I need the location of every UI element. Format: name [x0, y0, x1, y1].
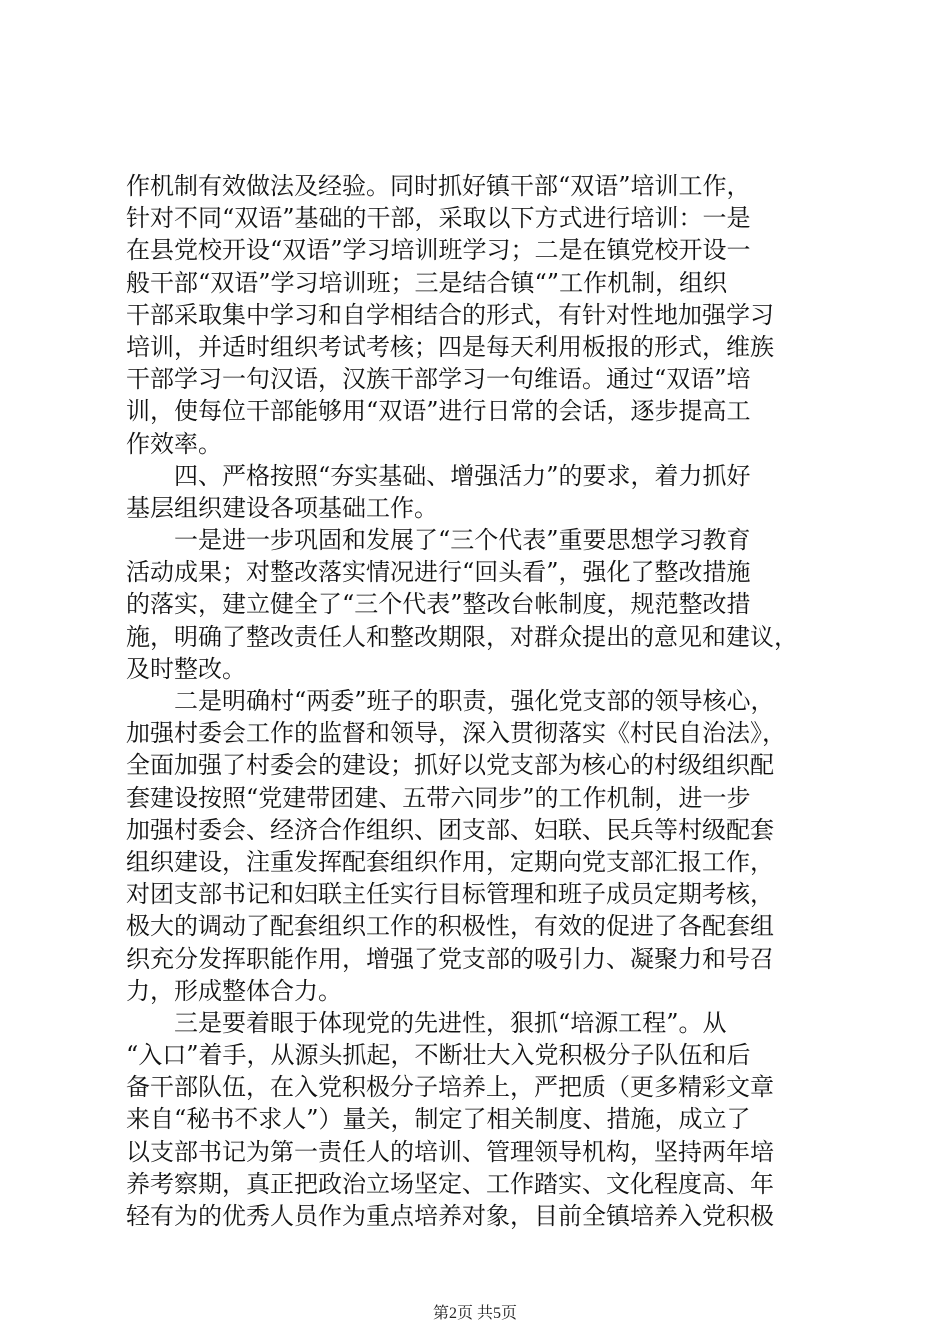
page-number: 第2页 共5页	[432, 1305, 517, 1322]
text-line: 施，明确了整改责任人和整改期限，对群众提出的意见和建议，	[126, 622, 798, 651]
text-line: 以支部书记为第一责任人的培训、管理领导机构，坚持两年培	[126, 1137, 774, 1166]
text-line: 套建设按照“党建带团建、五带六同步”的工作机制，进一步	[126, 783, 751, 812]
text-line: 培训，并适时组织考试考核；四是每天利用板报的形式，维族	[126, 332, 774, 361]
text-line: 干部学习一句汉语，汉族干部学习一句维语。通过“双语”培	[126, 365, 751, 394]
text-line: 加强村委会工作的监督和领导，深入贯彻落实《村民自治法》，	[126, 719, 786, 748]
text-line: 一是进一步巩固和发展了“三个代表”重要思想学习教育	[126, 526, 751, 555]
text-line: 及时整改。	[126, 654, 246, 683]
text-line: 在县党校开设“双语”学习培训班学习；二是在镇党校开设一	[126, 236, 751, 265]
text-line: “入口”着手，从源头抓起，不断壮大入党积极分子队伍和后	[126, 1041, 751, 1070]
text-line: 对团支部书记和妇联主任实行目标管理和班子成员定期考核，	[126, 880, 774, 909]
text-line: 四、严格按照“夯实基础、增强活力”的要求，着力抓好	[126, 461, 751, 490]
text-line: 三是要着眼于体现党的先进性，狠抓“培源工程”。从	[126, 1008, 727, 1037]
text-line: 组织建设，注重发挥配套组织作用，定期向党支部汇报工作，	[126, 847, 774, 876]
text-line: 训，使每位干部能够用“双语”进行日常的会话，逐步提高工	[126, 397, 751, 426]
text-line: 针对不同“双语”基础的干部，采取以下方式进行培训：一是	[126, 204, 751, 233]
page-footer	[0, 1304, 950, 1324]
text-line: 二是明确村“两委”班子的职责，强化党支部的领导核心，	[126, 687, 775, 715]
text-line: 力，形成整体合力。	[126, 976, 342, 1005]
text-line: 加强村委会、经济合作组织、团支部、妇联、民兵等村级配套	[126, 815, 774, 844]
text-line: 作效率。	[126, 429, 222, 458]
text-line: 织充分发挥职能作用，增强了党支部的吸引力、凝聚力和号召	[126, 944, 774, 973]
text-line: 干部采取集中学习和自学相结合的形式，有针对性地加强学习	[126, 300, 774, 329]
text-line: 的落实，建立健全了“三个代表”整改台帐制度，规范整改措	[126, 590, 751, 619]
text-line: 活动成果；对整改落实情况进行“回头看”，强化了整改措施	[126, 558, 751, 587]
text-line: 全面加强了村委会的建设；抓好以党支部为核心的村级组织配	[126, 751, 774, 780]
text-line: 基层组织建设各项基础工作。	[126, 493, 438, 522]
text-line: 作机制有效做法及经验。同时抓好镇干部“双语”培训工作，	[126, 172, 751, 200]
text-line: 极大的调动了配套组织工作的积极性，有效的促进了各配套组	[126, 912, 774, 941]
text-line: 备干部队伍，在入党积极分子培养上，严把质（更多精彩文章	[126, 1073, 774, 1102]
text-line: 来自“秘书不求人”）量关，制定了相关制度、措施，成立了	[126, 1105, 751, 1134]
text-line: 轻有为的优秀人员作为重点培养对象，目前全镇培养入党积极	[126, 1202, 774, 1230]
text-line: 般干部“双语”学习培训班；三是结合镇“”工作机制，组织	[126, 268, 728, 297]
document-body	[126, 170, 838, 1232]
text-line: 养考察期，真正把政治立场坚定、工作踏实、文化程度高、年	[126, 1169, 774, 1198]
